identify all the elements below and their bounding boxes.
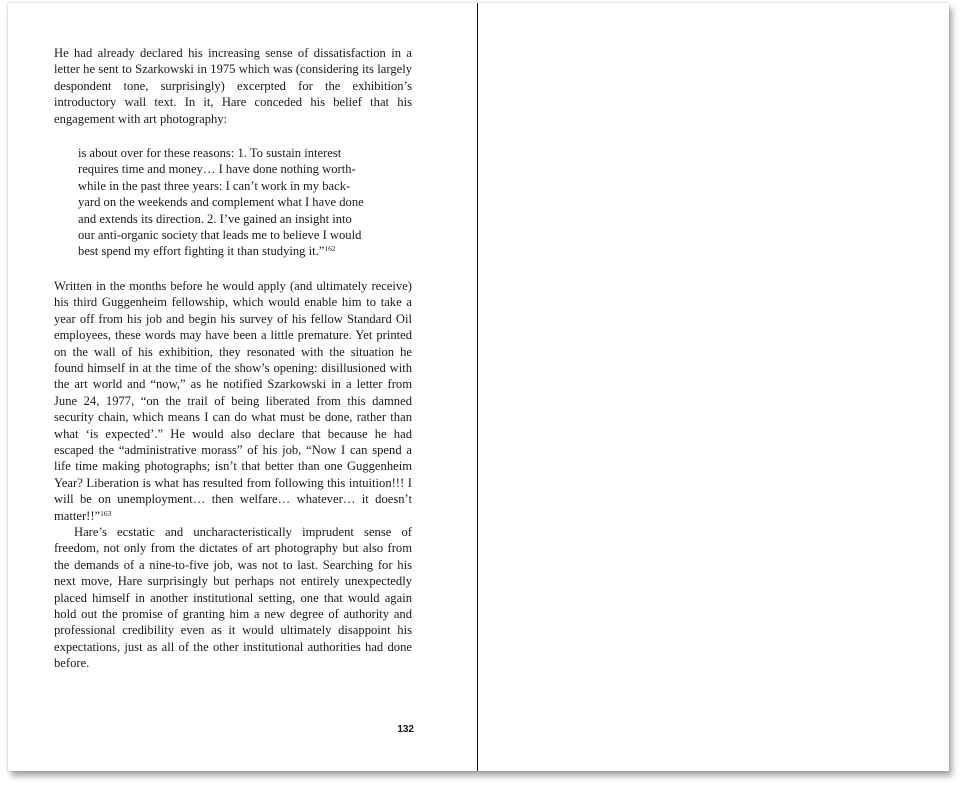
quote-line: yard on the weekends and complement what I have done — [78, 195, 364, 210]
quote-line: our anti-organic society that leads me to believe I would — [78, 228, 362, 243]
footnote-ref-162: 162 — [324, 244, 336, 254]
paragraph-2 — [54, 278, 412, 524]
quote-line: and extends its direction. 2. I’ve gained an insight into — [78, 211, 352, 226]
body-text — [54, 45, 412, 672]
paragraph-2-text: Written in the months before he would apply (and ultimately receive) his third Guggenheim fellowship, which would enable him to take a year off from his job and begin his survey of his fellow Standard Oil employees, these words may have been a little premature. Yet printed on the wall of his exhibition, they resonated with the situation he found himself in at the time of the show’s opening: disillusioned with the art world and “now,” as he notified Szarkowski in a letter from June 24, 1977, “on the trail of being liberated from this damned security chain, which means I can do what must be done, rather than what ‘is expected’.” He would also declare that because he had escaped the “administrative morass” of his job, “Now I can spend a life time making photographs; isn’t that better than one Guggenheim Year? Liberation is what has resulted from following this intuition!!! I will be on unemployment… then welfare… whatever… it doesn’t matter!!” — [54, 278, 412, 523]
quote-line-last — [78, 243, 404, 259]
quote-line: while in the past three years: I can’t work in my back- — [78, 178, 351, 193]
quote-line: requires time and money… I have done nothing worth- — [78, 162, 356, 177]
quote-line: is about over for these reasons: 1. To sustain interest — [78, 146, 342, 161]
paragraph-3: Hare’s ecstatic and uncharacteristically imprudent sense of freedom, not only from the dictates of art photography but also from the demands of a nine-to-five job, was not to last. Searching for his next move, Hare surprisingly but perhaps not entirely unexpectedly placed himself in another institutional setting, one that would again hold out the promise of granting him a new degree of authority and professional credibility even as it would ultimately disappoint his expectations, just as all of the other institutional authorities had done before. — [54, 524, 412, 671]
paragraph-1: He had already declared his increasing sense of dissatisfaction in a letter he sent to Szarkowski in 1975 which was (considering its largely despondent tone, surprisingly) excerpted for the exhibition’s introductory wall text. In it, Hare conceded his belief that his engagement with art photography: — [54, 46, 412, 126]
footnote-ref-163: 163 — [100, 508, 112, 518]
book-spread — [8, 3, 949, 771]
right-page-blank — [478, 3, 949, 771]
block-quote — [78, 145, 412, 260]
quote-line-text: best spend my effort fighting it than studying it.” — [78, 244, 325, 259]
page-number: 132 — [397, 724, 414, 735]
left-page — [8, 3, 477, 771]
